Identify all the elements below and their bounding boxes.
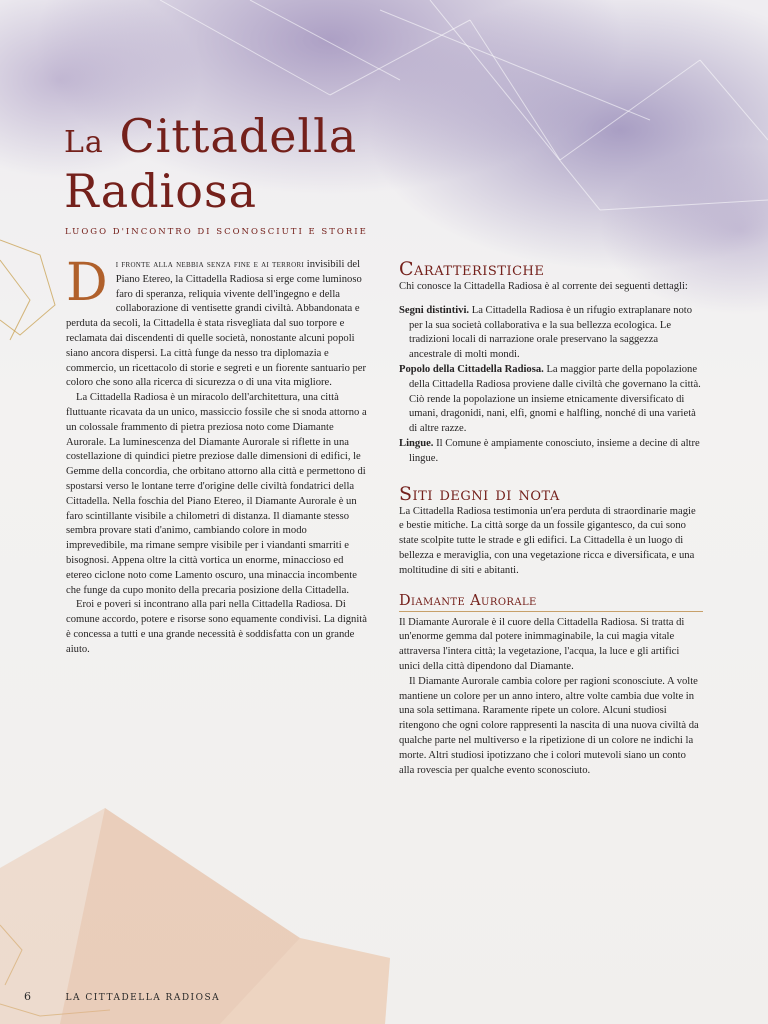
feature-text: La Cittadella Radiosa è un rifugio extraplanare noto per la sua società collaborativa e la sua bellezza ecologica. Le tradizioni locali di narrazione orale preservano la saggezza ancestrale di molti mondi. bbox=[409, 304, 693, 361]
diamond-paragraph-2: Il Diamante Aurorale cambia colore per ragioni sconosciute. A volte mantiene un colore per un anno intero, altre volte cambia due volte in una sola settimana. Raramente ripete un colore. Alcuni studiosi ritengono che ogni colore rappresenti la nascita di una nuova civiltà da qualche parte nel multiverso e la ripetizione di un colore ne indichi la morte. Altri studiosi ipotizzano che i colori mutevoli siano un conto alla rovescia per qualche evento sconosciuto. bbox=[399, 675, 699, 776]
page-footer bbox=[24, 990, 220, 1003]
architecture-paragraph: La Cittadella Radiosa è un miracolo dell'architettura, una città fluttuante ricavata da un unico, massiccio fossile che si snoda attorno a un colossale frammento di pietra preziosa noto come Diamante Aurorale. La luminescenza del Diamante Aurorale si riflette in una costellazione di quindici pietre preziose dalle dimensioni di edifici, le Gemme della concordia, che orbitano attorno alla città e permettono di spostarsi verso le lontane terre d'origine delle civiltà fondatrici della Cittadella. Nella foschia del Piano Etereo, il Diamante Aurorale è un faro scintillante visibile a chilometri di distanza. Il diamante stesso sembra provare stati d'animo, cambiando colore in modo imprevedibile, ma rimane sempre visibile per i viandanti smarriti e bisognosi. Appena oltre la città vortica un enorme, minaccioso ed etereo ciclone noto come Lamento oscuro, una minaccia incombente che funge da cupo monito della precaria posizione della Cittadella. bbox=[66, 392, 367, 596]
sites-paragraph: La Cittadella Radiosa testimonia un'era perduta di straordinarie magie e bestie mitiche. La città sorge da un fossile gigantesco, da cui sono state scolpite tutte le strade e gli edifici. La Cittadella è un luogo di bellezza e meraviglia, con una vegetazione ricca e diversificata, e una moltitudine di siti e abitanti. bbox=[399, 505, 696, 576]
heroes-paragraph: Eroi e poveri si incontrano alla pari nella Cittadella Radiosa. Di comune accordo, potere e risorse sono equamente condivisi. La dignità è concessa a tutti e una grande necessità è soddisfatta con un grande aiuto. bbox=[66, 599, 367, 655]
feature-text: La maggior parte della popolazione della Cittadella Radiosa proviene dalle civiltà che governano la città. Ciò rende la popolazione un insieme etnicamente diversificato di umani, dragonidi, nani, elfi, gnomi e halfling, nonché di una varietà di altre razze. bbox=[409, 363, 701, 435]
page-number: 6 bbox=[24, 990, 31, 1003]
right-column bbox=[399, 258, 703, 778]
feature-term: Lingue. bbox=[399, 437, 434, 449]
feature-term: Segni distintivi. bbox=[399, 304, 470, 316]
diamond-heading: Diamante Aurorale bbox=[399, 592, 703, 612]
intro-text: invisibili del Piano Etereo, la Cittadella Radiosa si erge come luminoso faro di speranza, reliquia vivente dell'ingegno e della collaborazione di ventisette grandi civiltà. Abbandonata e perduta da secoli, la Cittadella è stata risvegliata dal suo torpore e reclamata dai discendenti di quelle società, nonostante alcuni popoli siano ancora dispersi. La città funge da nesso tra diplomazia e commercio, un ricettacolo di storie e segreti e un fiorente santuario per coloro che sono alla ricerca di sicurezza o di una vita migliore. bbox=[66, 259, 367, 389]
feature-term: Popolo della Cittadella Radiosa. bbox=[399, 363, 544, 375]
dropcap-letter: D bbox=[66, 253, 108, 313]
left-column bbox=[66, 253, 368, 658]
features-heading: Caratteristiche bbox=[399, 258, 545, 280]
feature-text: Il Comune è ampiamente conosciuto, insieme a decine di altre lingue. bbox=[409, 437, 700, 464]
lead-in-caps: i fronte alla nebbia senza fine e ai terrori bbox=[115, 259, 305, 270]
page-subtitle: LUOGO D'INCONTRO DI SCONOSCIUTI E STORIE bbox=[65, 227, 368, 237]
feature-item bbox=[399, 437, 703, 467]
feature-item bbox=[399, 363, 703, 437]
sites-heading: Siti degni di nota bbox=[399, 482, 560, 505]
running-title: LA CITTADELLA RADIOSA bbox=[65, 993, 221, 1003]
title-word-1: Cittadella bbox=[119, 109, 358, 163]
diamond-paragraph-1: Il Diamante Aurorale è il cuore della Cittadella Radiosa. Si tratta di un'enorme gemma dal potere inimmaginabile, la cui magia vitale attraversa l'intera città; la vegetazione, l'acqua, la luce e gli artifici unici della città dipendono dal Diamante. bbox=[399, 616, 685, 672]
page-title bbox=[64, 109, 358, 218]
title-word-2: Radiosa bbox=[64, 164, 257, 218]
intro-paragraph bbox=[66, 253, 368, 391]
features-intro: Chi conosce la Cittadella Radiosa è al corrente dei seguenti dettagli: bbox=[399, 281, 688, 292]
title-article: La bbox=[64, 125, 104, 160]
feature-item bbox=[399, 304, 703, 363]
